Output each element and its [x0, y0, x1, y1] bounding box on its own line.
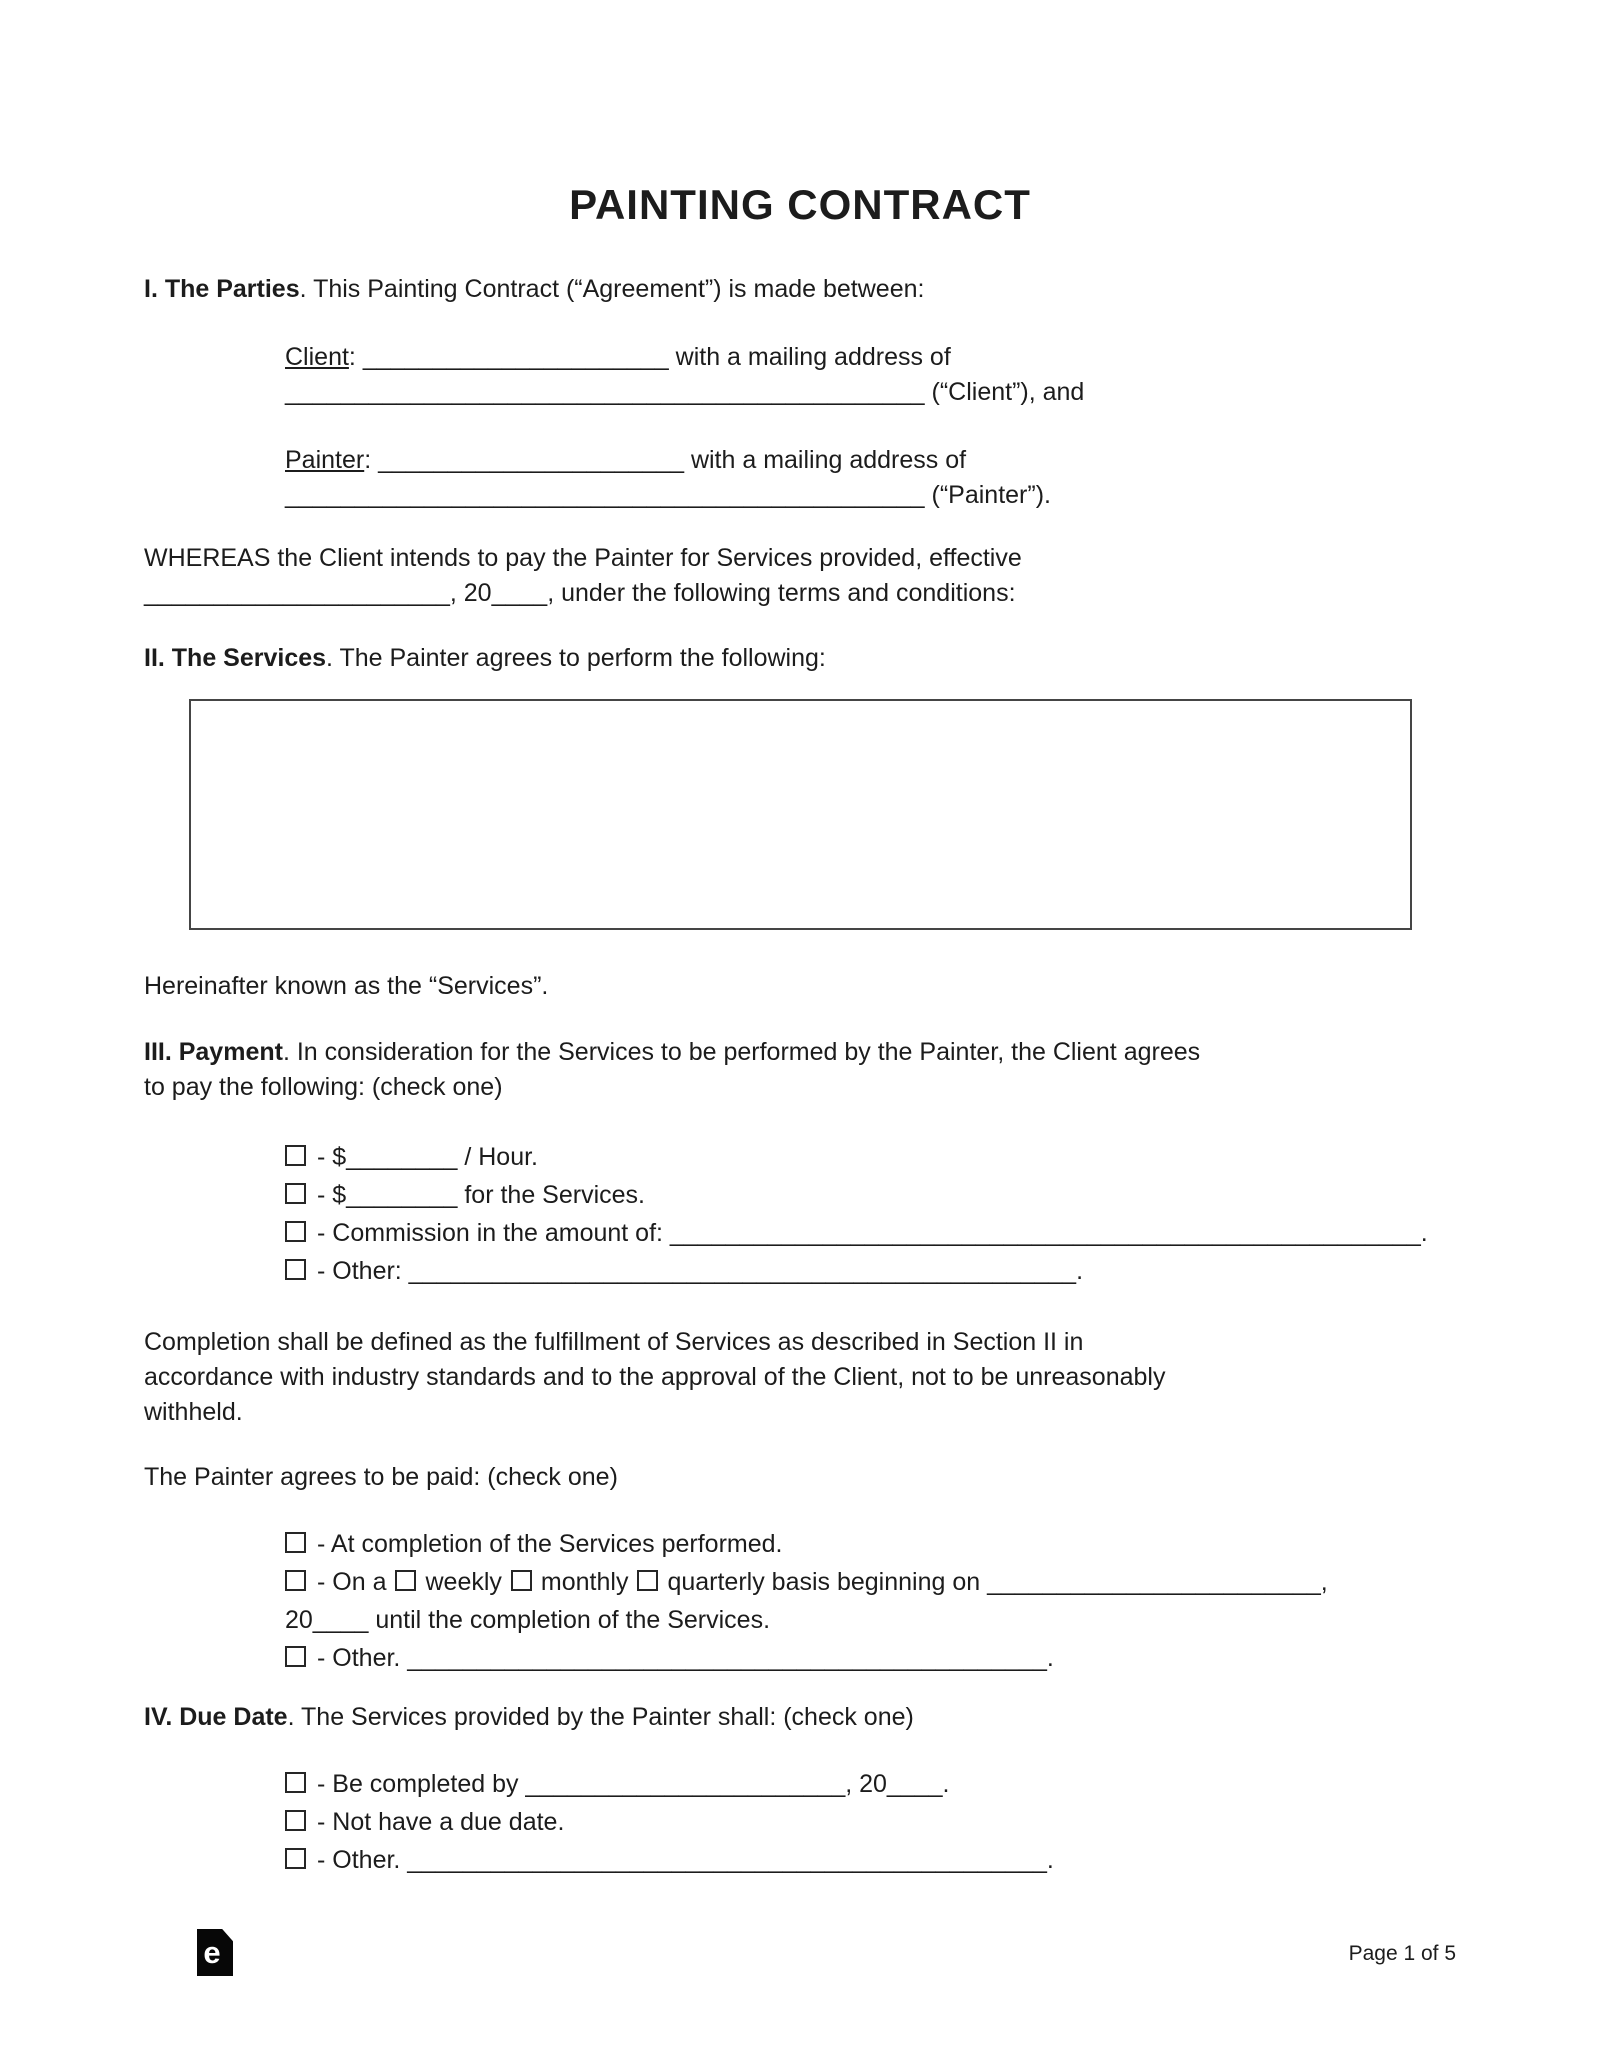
completion-line-1: Completion shall be defined as the fulfillment of Services as described in Section II in — [144, 1328, 1084, 1356]
services-description-box[interactable] — [189, 699, 1412, 930]
checkbox-at-completion-icon[interactable] — [285, 1532, 306, 1553]
eforms-logo-letter: e — [203, 1935, 221, 1970]
completion-line-2: accordance with industry standards and to the approval of the Client, not to be unreasonably — [144, 1363, 1166, 1391]
painter-name-blank[interactable]: : ______________________ with a mailing address of — [364, 446, 967, 474]
payment-heading-text: . In consideration for the Services to be performed by the Painter, the Client agrees — [282, 1038, 1201, 1066]
eforms-logo — [197, 1929, 233, 1976]
section-services-heading — [144, 641, 1456, 676]
checkbox-completed-by-icon[interactable] — [285, 1772, 306, 1793]
parties-heading-label: I. The Parties — [144, 275, 300, 303]
whereas-paragraph — [144, 541, 1456, 611]
client-address-blank[interactable]: ______________________________________________ (“Client”), and — [285, 378, 1085, 406]
paid-option-at-completion — [285, 1525, 1456, 1563]
client-label: Client — [285, 343, 349, 371]
paid-recurring-pre-text: - On a — [317, 1568, 387, 1596]
document-title: PAINTING CONTRACT — [569, 181, 1031, 228]
payment-option-hourly — [285, 1138, 1456, 1176]
checkbox-paid-other-icon[interactable] — [285, 1646, 306, 1667]
checkbox-payment-other-icon[interactable] — [285, 1259, 306, 1280]
paid-option-recurring — [285, 1563, 1456, 1601]
payment-option-other-text[interactable]: - Other: ________________________________________________. — [317, 1257, 1084, 1285]
section-due-date-heading — [144, 1700, 1456, 1735]
painter-block — [285, 443, 1456, 513]
page-number-label: Page 1 of 5 — [1348, 1942, 1456, 1965]
paid-weekly-label: weekly — [425, 1568, 502, 1596]
due-option-no-due-date-text[interactable]: - Not have a due date. — [317, 1808, 565, 1836]
paid-option-at-completion-text[interactable]: - At completion of the Services performed. — [317, 1530, 783, 1558]
whereas-date-blank[interactable]: ______________________, 20____, under the following terms and conditions: — [144, 579, 1016, 607]
paid-options-list — [285, 1525, 1456, 1677]
painter-label: Painter — [285, 446, 365, 474]
paid-option-other — [285, 1639, 1456, 1677]
payment-heading-label: III. Payment — [144, 1038, 283, 1066]
paid-intro-text: The Painter agrees to be paid: (check one) — [144, 1463, 618, 1491]
payment-heading-line-2: to pay the following: (check one) — [144, 1073, 503, 1101]
payment-heading-line-1 — [144, 1035, 1456, 1070]
checkbox-no-due-date-icon[interactable] — [285, 1810, 306, 1831]
checkbox-recurring-icon[interactable] — [285, 1570, 306, 1591]
completion-line-3: withheld. — [144, 1398, 243, 1426]
checkbox-quarterly-icon[interactable] — [637, 1570, 658, 1591]
paid-option-other-text[interactable]: - Other. ______________________________________________. — [317, 1644, 1054, 1672]
painter-address-blank[interactable]: ______________________________________________ (“Painter”). — [285, 481, 1051, 509]
parties-heading-text: . This Painting Contract (“Agreement”) is made between: — [299, 275, 925, 303]
client-line-1 — [285, 340, 1456, 375]
paid-quarterly-text-blank[interactable]: quarterly basis beginning on ________________________, — [667, 1568, 1328, 1596]
payment-option-hourly-text[interactable]: - $________ / Hour. — [317, 1143, 538, 1171]
payment-option-fixed — [285, 1176, 1456, 1214]
checkbox-monthly-icon[interactable] — [511, 1570, 532, 1591]
checkbox-due-other-icon[interactable] — [285, 1848, 306, 1869]
client-name-blank[interactable]: : ______________________ with a mailing address of — [348, 343, 951, 371]
checkbox-commission-icon[interactable] — [285, 1221, 306, 1242]
whereas-line-1: WHEREAS the Client intends to pay the Painter for Services provided, effective — [144, 544, 1022, 572]
payment-option-other — [285, 1252, 1456, 1290]
due-date-heading-text: . The Services provided by the Painter shall: (check one) — [287, 1703, 914, 1731]
painter-line-1 — [285, 443, 1456, 478]
checkbox-weekly-icon[interactable] — [395, 1570, 416, 1591]
due-option-completed-by — [285, 1765, 1456, 1803]
due-option-other — [285, 1841, 1456, 1879]
section-payment-heading — [144, 1035, 1456, 1105]
payment-option-commission — [285, 1214, 1456, 1252]
due-option-other-text[interactable]: - Other. ______________________________________________. — [317, 1846, 1054, 1874]
due-option-no-due-date — [285, 1803, 1456, 1841]
due-date-options-list — [285, 1765, 1456, 1879]
section-parties-heading — [144, 272, 1456, 307]
completion-paragraph — [144, 1325, 1456, 1430]
services-heading-text: . The Painter agrees to perform the following: — [326, 644, 826, 672]
checkbox-fixed-icon[interactable] — [285, 1183, 306, 1204]
payment-option-commission-text[interactable]: - Commission in the amount of: ______________________________________________________. — [317, 1219, 1428, 1247]
paid-monthly-label: monthly — [540, 1568, 629, 1596]
due-option-completed-by-text[interactable]: - Be completed by _______________________, 20____. — [317, 1770, 950, 1798]
payment-options-list — [285, 1138, 1456, 1290]
due-date-heading-label: IV. Due Date — [144, 1703, 288, 1731]
hereinafter-text: Hereinafter known as the “Services”. — [144, 972, 549, 1000]
paid-option-recurring-continuation[interactable]: 20____ until the completion of the Services. — [285, 1606, 771, 1634]
services-heading-label: II. The Services — [144, 644, 327, 672]
checkbox-hourly-icon[interactable] — [285, 1145, 306, 1166]
payment-option-fixed-text[interactable]: - $________ for the Services. — [317, 1181, 645, 1209]
client-block — [285, 340, 1456, 410]
